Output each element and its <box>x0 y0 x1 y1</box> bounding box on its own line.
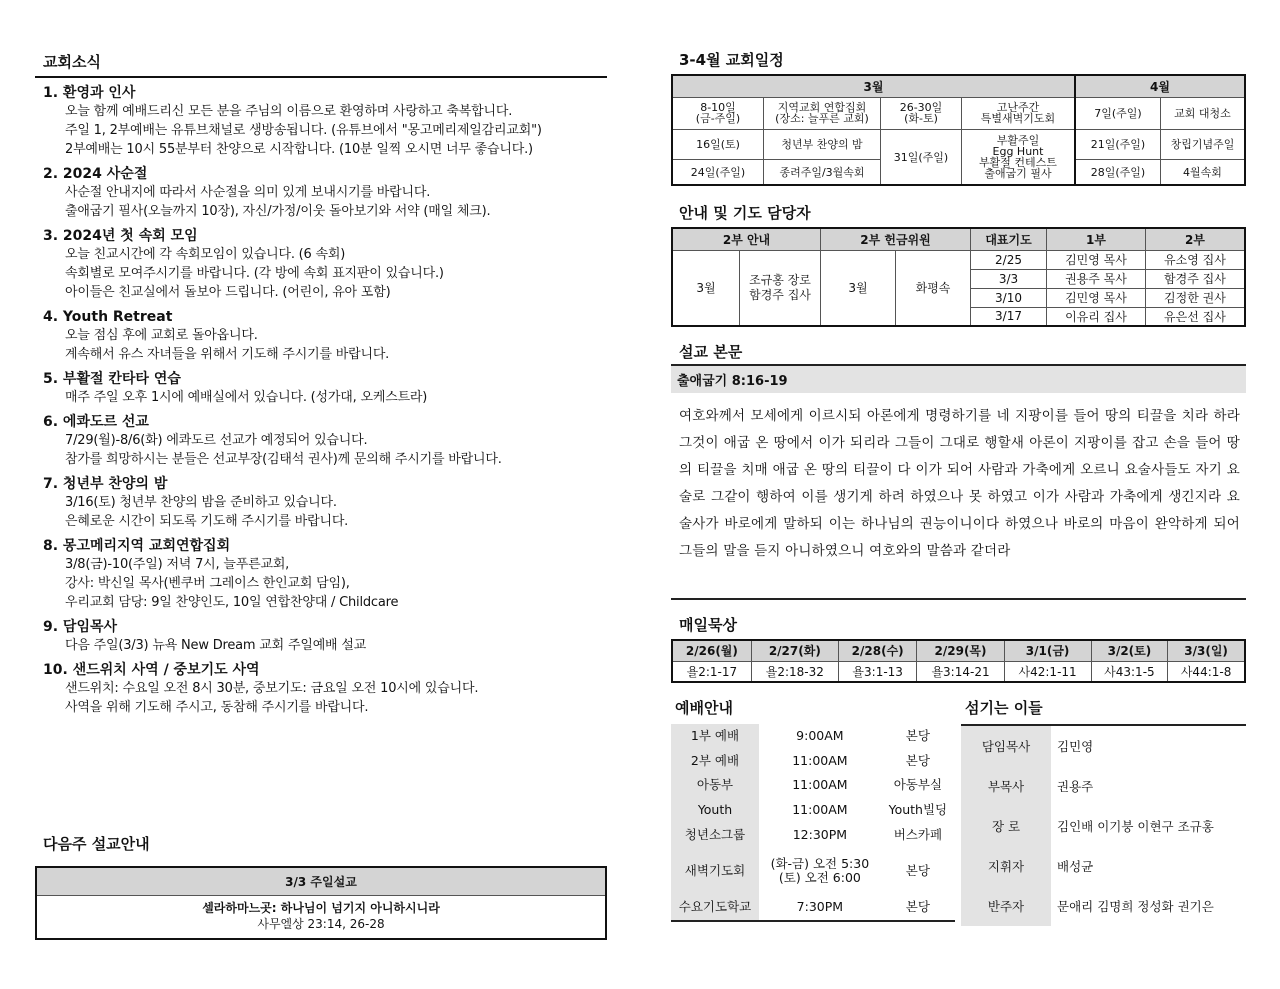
duty-prayer-date: 2/25 <box>971 250 1047 269</box>
schedule-cell: 부활주일 Egg Hunt 부활절 컨테스트 출애굽기 필사 <box>962 129 1076 185</box>
server-role: 부목사 <box>961 766 1051 806</box>
schedule-cell: 고난주간 특별새벽기도회 <box>962 97 1076 129</box>
worship-row <box>671 724 955 749</box>
worship-name: 청년소그룹 <box>671 822 759 847</box>
duty-header: 1부 <box>1047 228 1146 250</box>
next-sermon-ref: 사무엘상 23:14, 26-28 <box>257 917 385 931</box>
news-item <box>43 537 607 612</box>
worship-place: 본당 <box>905 752 930 768</box>
sermon-title: 설교 본문 <box>679 343 743 361</box>
news-item-line: 오늘 친교시간에 각 속회모임이 있습니다. (6 속회) <box>65 247 346 262</box>
worship-name: 수요기도학교 <box>671 895 759 921</box>
duty-prayer-first: 권용주 목사 <box>1047 269 1146 288</box>
duty-header: 대표기도 <box>971 228 1047 250</box>
next-sermon-section <box>35 827 607 940</box>
schedule-cell: 21일(주일) <box>1075 129 1161 159</box>
news-item-title: 4. Youth Retreat <box>43 309 173 325</box>
worship-place: 아동부실 <box>893 777 943 793</box>
duty-prayer-date: 3/3 <box>971 269 1047 288</box>
worship-row <box>671 798 955 823</box>
server-names: 김인배 이기붕 이현구 조규홍 <box>1057 819 1214 834</box>
news-item-title: 6. 에콰도르 선교 <box>43 414 149 430</box>
news-item-line: 참가를 희망하시는 분들은 선교부장(김태석 권사)께 문의해 주시기를 바랍니다. <box>65 452 502 467</box>
news-item-line: 매주 주일 오후 1시에 예배실에서 있습니다. (성가대, 오케스트라) <box>65 390 428 405</box>
servers-title: 섬기는 이들 <box>965 699 1043 717</box>
devotion-date: 3/1(금) <box>1004 640 1091 661</box>
news-item <box>43 413 607 469</box>
news-item-line: 사역을 위해 기도해 주시고, 동참해 주시기를 바랍니다. <box>65 700 369 715</box>
news-item-title: 1. 환영과 인사 <box>43 85 136 101</box>
news-item <box>43 370 607 407</box>
worship-row <box>671 895 955 921</box>
news-item-line: 계속해서 유스 자녀들을 위해서 기도해 주시기를 바랍니다. <box>65 347 390 362</box>
worship-row <box>671 749 955 774</box>
server-row <box>961 725 1246 766</box>
devotion-date: 3/3(일) <box>1168 640 1245 661</box>
duty-guide-month: 3월 <box>672 250 740 326</box>
news-item <box>43 661 607 717</box>
server-role: 장 로 <box>961 806 1051 846</box>
news-item <box>43 308 607 364</box>
worship-time: 11:00AM <box>792 802 848 818</box>
news-item-line: 오늘 점심 후에 교회로 돌아옵니다. <box>65 328 258 343</box>
server-names: 배성균 <box>1057 859 1094 874</box>
news-item-title: 2. 2024 사순절 <box>43 166 148 182</box>
devotion-date: 2/27(화) <box>751 640 838 661</box>
news-list <box>35 84 607 717</box>
server-row <box>961 846 1246 886</box>
worship-place: 버스카페 <box>893 826 943 842</box>
schedule-cell: 8-10일 (금-주일) <box>672 97 764 129</box>
worship-section <box>671 695 955 922</box>
news-item-line: 오늘 함께 예배드리신 모든 분을 주님의 이름으로 환영하며 사랑하고 축복합니다. <box>65 104 513 119</box>
left-column <box>35 45 607 931</box>
worship-name: 2부 예배 <box>671 749 759 774</box>
duty-offering-month: 3월 <box>821 250 896 326</box>
worship-time: 11:00AM <box>792 752 848 768</box>
worship-table <box>671 724 955 922</box>
news-item-line: 3/16(토) 청년부 찬양의 밤을 준비하고 있습니다. <box>65 495 337 510</box>
duty-prayer-first: 김민영 목사 <box>1047 250 1146 269</box>
devotion-ref: 사44:1-8 <box>1168 661 1245 682</box>
next-sermon-head: 3/3 주일설교 <box>37 868 605 896</box>
devotion-date: 2/29(목) <box>917 640 1004 661</box>
worship-time: (화-금) 오전 5:30 (토) 오전 6:00 <box>770 855 870 885</box>
next-sermon-name: 셀라하마느곳: 하나님이 넘기지 아니하시니라 <box>202 901 440 915</box>
schedule-title: 3-4월 교회일정 <box>679 51 784 69</box>
duty-prayer-date: 3/17 <box>971 307 1047 326</box>
news-item-title: 5. 부활절 칸타타 연습 <box>43 371 181 387</box>
news-item-title: 7. 청년부 찬양의 밤 <box>43 476 168 492</box>
worship-title: 예배안내 <box>675 699 733 717</box>
schedule-april-header: 4월 <box>1075 75 1245 97</box>
news-item-line: 사순절 안내지에 따라서 사순절을 의미 있게 보내시기를 바랍니다. <box>65 185 431 200</box>
schedule-cell: 16일(토) <box>672 129 764 159</box>
news-section-title: 교회소식 <box>35 45 607 78</box>
worship-name: 1부 예배 <box>671 724 759 749</box>
devotion-ref: 사42:1-11 <box>1004 661 1091 682</box>
news-item-title: 3. 2024년 첫 속회 모임 <box>43 228 198 244</box>
news-item-line: 은혜로운 시간이 되도록 기도해 주시기를 바랍니다. <box>65 514 349 529</box>
worship-place: 본당 <box>905 862 930 878</box>
schedule-cell: 청년부 찬양의 밤 <box>764 129 881 159</box>
news-item-line: 우리교회 담당: 9일 찬양인도, 10일 연합찬양대 / Childcare <box>65 595 399 610</box>
bottom-right-area <box>671 695 1246 935</box>
worship-row <box>671 847 955 895</box>
news-item-line: 강사: 박신일 목사(벤쿠버 그레이스 한인교회 담임), <box>65 576 350 591</box>
duty-header: 2부 <box>1145 228 1245 250</box>
devotion-title: 매일묵상 <box>679 616 737 634</box>
worship-time: 11:00AM <box>792 777 848 793</box>
worship-name: Youth <box>671 798 759 823</box>
devotion-date: 3/2(토) <box>1091 640 1168 661</box>
news-item-line: 3/8(금)-10(주일) 저녁 7시, 늘푸른교회, <box>65 557 290 572</box>
worship-place: 본당 <box>905 728 930 744</box>
server-names: 김민영 <box>1057 739 1094 754</box>
duty-prayer-second: 유은선 집사 <box>1145 307 1245 326</box>
schedule-table <box>671 74 1246 186</box>
devotion-ref: 욜2:1-17 <box>672 661 751 682</box>
duty-table <box>671 227 1246 327</box>
duty-prayer-first: 이유리 집사 <box>1047 307 1146 326</box>
devotion-ref: 욜2:18-32 <box>751 661 838 682</box>
news-item-line: 샌드위치: 수요일 오전 8시 30분, 중보기도: 금요일 오전 10시에 있습니다. <box>65 681 479 696</box>
schedule-cell: 종려주일/3월속회 <box>764 159 881 185</box>
schedule-cell: 교회 대청소 <box>1161 97 1246 129</box>
server-row <box>961 886 1246 926</box>
schedule-cell: 28일(주일) <box>1075 159 1161 185</box>
news-item-title: 10. 샌드위치 사역 / 중보기도 사역 <box>43 662 260 678</box>
schedule-cell: 7일(주일) <box>1075 97 1161 129</box>
next-sermon-box <box>35 866 607 940</box>
right-column <box>671 45 1246 935</box>
worship-name: 아동부 <box>671 773 759 798</box>
duty-offering-name: 화평속 <box>896 250 971 326</box>
worship-row <box>671 773 955 798</box>
schedule-cell: 창립기념주일 <box>1161 129 1246 159</box>
news-item-line: 주일 1, 2부예배는 유튜브채널로 생방송됩니다. (유튜브에서 "몽고메리제일감리교회") <box>65 123 542 138</box>
news-item-line: 2부예배는 10시 55분부터 찬양으로 시작합니다. (10분 일찍 오시면 너무 좋습니다.) <box>65 142 533 157</box>
worship-place: Youth빌딩 <box>888 802 948 818</box>
duty-prayer-date: 3/10 <box>971 288 1047 307</box>
schedule-cell: 26-30일 (화-토) <box>881 97 962 129</box>
news-item-line: 출애굽기 필사(오늘까지 10장), 자신/가정/이웃 돌아보기와 서약 (매일 체크). <box>65 204 491 219</box>
duty-header: 2부 안내 <box>672 228 821 250</box>
sermon-text: 여호와께서 모세에게 이르시되 아론에게 명령하기를 네 지팡이를 들어 땅의 티끌을 치라 하라 그것이 애굽 온 땅에서 이가 되리라 그들이 그대로 행할새 아론이 지팡이를 잡고 손을 들어 땅의 티끌을 치매 애굽 온 땅의 티끌이 다 이가 되어 사람과 가축에게 오르니 요술사들도 자기 요술로 그같이 행하여 이를 생기게 하려 하였으나 못 하였고 이가 사람과 가축에게 생긴지라 요술사가 바로에게 말하되 이는 하나님의 권능이니이다 하였으나 바로의 마음이 완악하게 되어 그들의 말을 듣지 아니하였으니 여호와의 말씀과 같더라 <box>671 393 1246 600</box>
worship-row <box>671 822 955 847</box>
server-names: 권용주 <box>1057 779 1094 794</box>
worship-time: 7:30PM <box>796 899 844 915</box>
news-item-line: 아이들은 친교실에서 돌보아 드립니다. (어린이, 유아 포함) <box>65 285 391 300</box>
news-item <box>43 227 607 302</box>
next-sermon-title: 다음주 설교안내 <box>43 835 150 853</box>
worship-name: 새벽기도회 <box>671 847 759 895</box>
duty-guide-names: 조규홍 장로 함경주 집사 <box>740 250 821 326</box>
server-role: 담임목사 <box>961 725 1051 766</box>
devotion-table <box>671 639 1246 683</box>
devotion-ref: 욜3:14-21 <box>917 661 1004 682</box>
servers-table <box>961 724 1246 926</box>
news-item-title: 8. 몽고메리지역 교회연합집회 <box>43 538 231 554</box>
duty-prayer-second: 함경주 집사 <box>1145 269 1245 288</box>
duty-prayer-second: 김정한 권사 <box>1145 288 1245 307</box>
devotion-date: 2/26(월) <box>672 640 751 661</box>
news-item <box>43 84 607 159</box>
worship-place: 본당 <box>905 899 930 915</box>
servers-section <box>961 695 1246 926</box>
devotion-date: 2/28(수) <box>838 640 917 661</box>
schedule-cell: 4월속회 <box>1161 159 1246 185</box>
duty-header: 2부 헌금위원 <box>821 228 971 250</box>
news-item-line: 속회별로 모여주시기를 바랍니다. (각 방에 속회 표지판이 있습니다.) <box>65 266 444 281</box>
news-item <box>43 618 607 655</box>
server-row <box>961 806 1246 846</box>
schedule-march-header: 3월 <box>672 75 1075 97</box>
devotion-ref: 사43:1-5 <box>1091 661 1168 682</box>
next-sermon-body <box>37 896 605 938</box>
server-names: 문애리 김명희 정성화 권기은 <box>1057 899 1214 914</box>
news-item <box>43 475 607 531</box>
sermon-ref: 출애굽기 8:16-19 <box>671 364 1246 393</box>
schedule-cell: 지역교회 연합집회 (장소: 늘푸른 교회) <box>764 97 881 129</box>
server-row <box>961 766 1246 806</box>
duty-title: 안내 및 기도 담당자 <box>679 204 811 222</box>
worship-time: 9:00AM <box>796 728 844 744</box>
news-item-line: 다음 주일(3/3) 뉴욕 New Dream 교회 주일예배 설교 <box>65 638 367 653</box>
duty-prayer-second: 유소영 집사 <box>1145 250 1245 269</box>
news-item-line: 7/29(월)-8/6(화) 에콰도르 선교가 예정되어 있습니다. <box>65 433 368 448</box>
schedule-cell: 24일(주일) <box>672 159 764 185</box>
news-item-title: 9. 담임목사 <box>43 619 118 635</box>
duty-prayer-first: 김민영 목사 <box>1047 288 1146 307</box>
server-role: 반주자 <box>961 886 1051 926</box>
devotion-ref: 욜3:1-13 <box>838 661 917 682</box>
worship-time: 12:30PM <box>792 826 848 842</box>
server-role: 지휘자 <box>961 846 1051 886</box>
news-item <box>43 165 607 221</box>
schedule-cell: 31일(주일) <box>881 129 962 185</box>
